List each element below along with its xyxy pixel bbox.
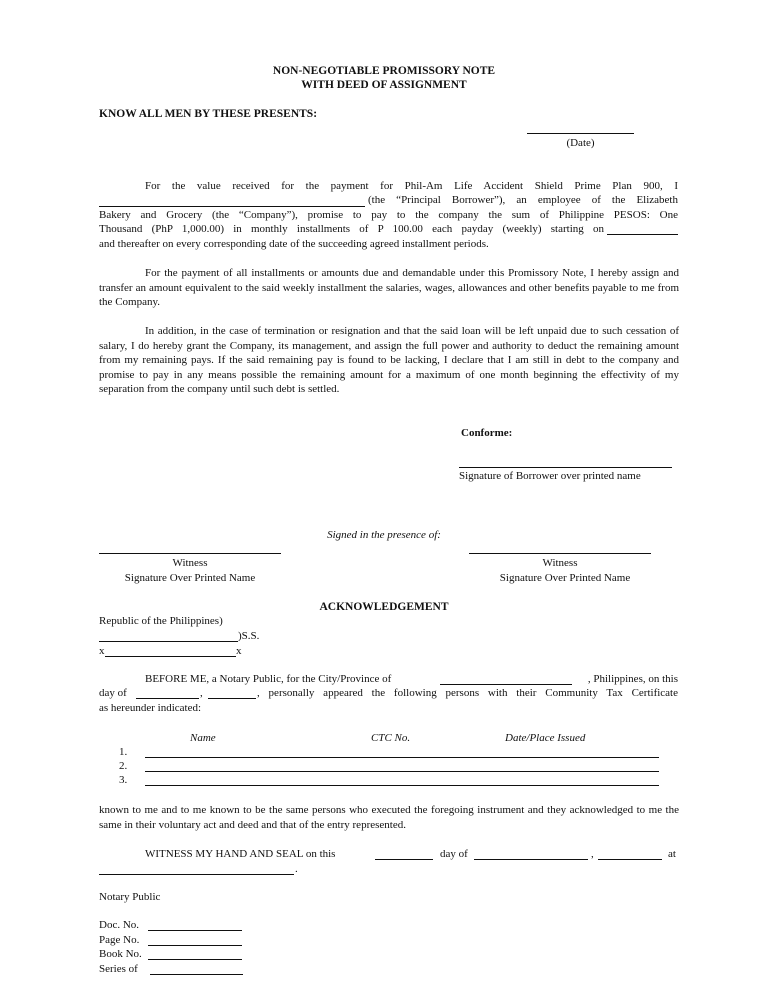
para3: In addition, in the case of termination or resignation and that the said loan will be left unpaid due to such cessation of salary, I do hereby grant the Company, its management, and assign the full power and authority to deduct the remaining amount from my remaining pays. If the said remaining pay is found to be lacking, I declare that I am still in debt to the company and promise to pay in any means possible the remaining amount for a maximum of one month beginning the effectivity of my separation from the company until such debt is settled. (99, 325, 679, 395)
borrower-signature-line (459, 467, 672, 468)
before-me-text-e: , personally appeared the following persons with their Community Tax Certificate (257, 687, 678, 699)
city-province-line (440, 684, 572, 685)
ss-label: )S.S. (238, 630, 260, 642)
known-to-me-para: known to me and to me known to be the same persons who executed the foregoing instrument and they acknowledged to me the same in their voluntary act and deed and that of the entry represented. (99, 804, 679, 831)
para2: For the payment of all installments or amounts due and demandable under this Promissory Note, I hereby assign and transfer an amount equivalent to the said weekly installment the salaries, wages, allowances and other benefits payable to me from the Company. (99, 267, 679, 308)
series-of-label: Series of (99, 963, 138, 975)
witness-right-line (469, 553, 651, 554)
book-no-line (148, 959, 242, 960)
witness-left-line (99, 553, 281, 554)
witness-right-label: Witness (542, 557, 578, 569)
title-line-2: WITH DEED OF ASSIGNMENT (301, 79, 467, 91)
borrower-name-line (99, 206, 365, 207)
date-label: (Date) (566, 137, 595, 149)
acknowledgement-heading: ACKNOWLEDGEMENT (319, 601, 449, 613)
signed-presence-label: Signed in the presence of: (327, 529, 441, 541)
date-line (527, 133, 634, 134)
witness-hand-comma: , (591, 848, 594, 860)
witness-hand-text-b: day of (440, 848, 468, 860)
row-number-2: 2. (119, 760, 128, 772)
know-all-heading: KNOW ALL MEN BY THESE PRESENTS: (99, 108, 318, 120)
page-no-label: Page No. (99, 934, 140, 946)
title-line-1: NON-NEGOTIABLE PROMISSORY NOTE (272, 65, 496, 77)
before-me-text-a: BEFORE ME, a Notary Public, for the City/Province of (145, 673, 392, 685)
witness-month-line (474, 859, 588, 860)
doc-no-line (148, 930, 242, 931)
witness-day-line (375, 859, 433, 860)
para1-line2: (the “Principal Borrower”), an employee of the Elizabeth (368, 194, 678, 206)
notary-public-label: Notary Public (99, 891, 161, 903)
ss-line (99, 641, 238, 642)
borrower-signature-caption: Signature of Borrower over printed name (459, 470, 641, 482)
para1-line5: and thereafter on every corresponding date of the succeeding agreed installment periods. (99, 238, 489, 250)
before-me-text-f: as hereunder indicated: (99, 702, 202, 714)
row-number-1: 1. (119, 746, 128, 758)
witness-hand-period: . (295, 863, 298, 875)
book-no-label: Book No. (99, 948, 142, 960)
witness-hand-text-a: WITNESS MY HAND AND SEAL on this (145, 848, 336, 860)
start-date-line (607, 234, 678, 235)
col-name-header: Name (190, 732, 216, 744)
x-line (105, 656, 236, 657)
republic-label: Republic of the Philippines) (99, 615, 223, 627)
before-me-text-c: day of (99, 687, 127, 699)
witness-left-label: Witness (172, 557, 208, 569)
before-me-text-b: , Philippines, on this (587, 673, 678, 685)
col-ctc-header: CTC No. (371, 732, 411, 744)
x-left: x (99, 645, 105, 657)
month-line (208, 698, 256, 699)
para1-line4: Thousand (PhP 1,000.00) in monthly installments of P 100.00 each payday (weekly) starting on (99, 223, 604, 235)
day-line (136, 698, 199, 699)
series-of-line (150, 974, 243, 975)
witness-hand-at: at (668, 848, 676, 860)
x-right: x (236, 645, 242, 657)
witness-left-caption: Signature Over Printed Name (124, 572, 256, 584)
col-date-header: Date/Place Issued (505, 732, 586, 744)
page-no-line (148, 945, 242, 946)
witness-right-caption: Signature Over Printed Name (499, 572, 631, 584)
para1-line1: For the value received for the payment for Phil-Am Life Accident Shield Prime Plan 900, I (145, 180, 678, 192)
witness-year-line (598, 859, 662, 860)
row-number-3: 3. (119, 774, 128, 786)
row-line-1 (145, 757, 659, 758)
before-me-comma: , (200, 687, 203, 699)
para1-line3: Bakery and Grocery (the “Company”), promise to pay to the company the sum of Philippine PESOS: One (99, 209, 678, 221)
row-line-3 (145, 785, 659, 786)
witness-place-line (99, 874, 294, 875)
conforme-label: Conforme: (461, 427, 513, 439)
row-line-2 (145, 771, 659, 772)
doc-no-label: Doc. No. (99, 919, 140, 931)
